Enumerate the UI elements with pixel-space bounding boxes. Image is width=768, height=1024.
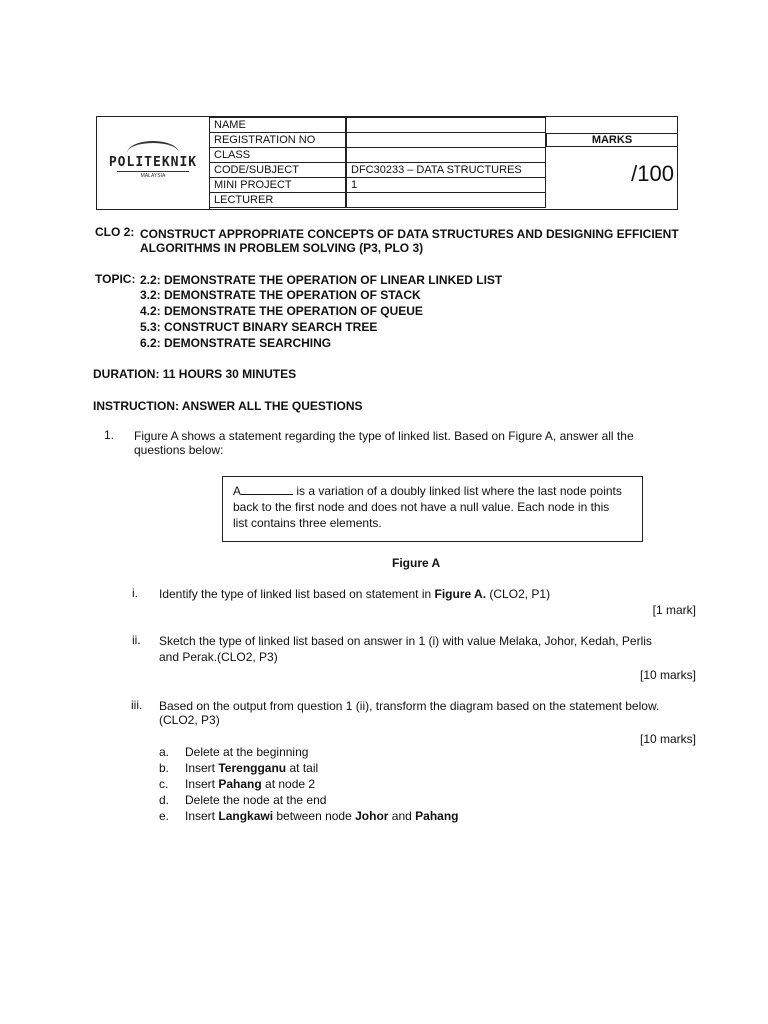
list-item [185, 760, 318, 776]
instruction: INSTRUCTION: ANSWER ALL THE QUESTIONS [93, 399, 363, 413]
item-bold: Langkawi [218, 809, 274, 823]
value-registration [347, 133, 546, 148]
list-item-letter: c. [159, 777, 169, 791]
item-text: Insert [185, 809, 219, 823]
header-table [96, 116, 678, 210]
list-item-letter: e. [159, 809, 170, 823]
marks-label: MARKS [546, 133, 678, 147]
sub-i-number: i. [132, 586, 138, 600]
sub-iii-line-1: Based on the output from question 1 (ii), transform the diagram based on the statement below. [159, 699, 660, 713]
value-class [347, 148, 546, 163]
sub-ii-number: ii. [132, 633, 141, 647]
sub-ii-marks: [10 marks] [639, 668, 696, 682]
sub-i-text-after: (CLO2, P1) [486, 587, 551, 601]
item-text: Delete the node at the end [185, 793, 327, 807]
sub-ii-line-2: and Perak.(CLO2, P3) [159, 650, 278, 664]
clo-line-1: CONSTRUCT APPROPRIATE CONCEPTS OF DATA STRUCTURES AND DESIGNING EFFICIENT [140, 227, 679, 241]
list-item [185, 808, 459, 824]
item-text: Insert [185, 777, 219, 791]
clo-line-2: ALGORITHMS IN PROBLEM SOLVING (P3, PLO 3) [140, 241, 424, 255]
sub-i-text-bold: Figure A. [434, 587, 487, 601]
value-mini-project: 1 [347, 178, 546, 193]
statement-line-2: back to the first node and does not have a null value. Each node in this [233, 500, 610, 514]
list-item-letter: b. [159, 761, 170, 775]
sub-iii-marks: [10 marks] [639, 732, 696, 746]
duration: DURATION: 11 HOURS 30 MINUTES [93, 367, 297, 381]
label-registration: REGISTRATION NO [210, 133, 346, 148]
sub-iii-line-2: (CLO2, P3) [159, 713, 220, 727]
logo-subtext: MALAYSIA [117, 171, 189, 179]
item-text: and [388, 809, 416, 823]
item-bold: Terengganu [218, 761, 287, 775]
label-class: CLASS [210, 148, 346, 163]
marks-value: /100 [631, 161, 674, 186]
item-bold: Johor [355, 809, 389, 823]
item-text: Delete at the beginning [185, 745, 309, 759]
logo-cell [97, 117, 210, 209]
figure-caption: Figure A [392, 556, 441, 570]
label-mini-project: MINI PROJECT [210, 178, 346, 193]
topic-item: 6.2: DEMONSTRATE SEARCHING [140, 336, 332, 350]
label-name: NAME [210, 118, 346, 133]
list-item [185, 776, 315, 792]
sub-iii-number: iii. [131, 698, 143, 712]
label-lecturer: LECTURER [210, 193, 346, 208]
header-labels [209, 117, 346, 208]
question-text-line-2: questions below: [134, 443, 224, 457]
question-text-line-1: Figure A shows a statement regarding the type of linked list. Based on Figure A, answer all the [134, 429, 634, 443]
topic-label: TOPIC: [95, 272, 136, 286]
value-name [347, 118, 546, 133]
figure-a-box [222, 476, 643, 542]
question-number: 1. [104, 428, 115, 442]
sub-ii-line-1: Sketch the type of linked list based on answer in 1 (i) with value Melaka, Johor, Kedah, Perlis [159, 634, 652, 648]
sub-i-text [159, 586, 550, 602]
value-lecturer [347, 193, 546, 208]
sub-i-text-before: Identify the type of linked list based on statement in [159, 587, 435, 601]
item-bold: Pahang [218, 777, 262, 791]
item-bold: Pahang [415, 809, 459, 823]
topic-item: 2.2: DEMONSTRATE THE OPERATION OF LINEAR LINKED LIST [140, 273, 503, 287]
value-code-subject: DFC30233 – DATA STRUCTURES [347, 163, 546, 178]
item-text: at tail [286, 761, 319, 775]
topic-item: 4.2: DEMONSTRATE THE OPERATION OF QUEUE [140, 304, 423, 318]
item-text: between node [273, 809, 356, 823]
topic-item: 5.3: CONSTRUCT BINARY SEARCH TREE [140, 320, 378, 334]
item-text: at node 2 [261, 777, 316, 791]
statement-line-1: is a variation of a doubly linked list where the last node points [296, 484, 622, 498]
label-code-subject: CODE/SUBJECT [210, 163, 346, 178]
clo-label: CLO 2: [95, 225, 135, 239]
statement-line-3: list contains three elements. [233, 516, 382, 530]
answer-blank [241, 483, 293, 495]
list-item-letter: a. [159, 745, 170, 759]
statement-prefix: A [233, 484, 242, 498]
sub-i-marks: [1 mark] [652, 603, 696, 617]
topic-item: 3.2: DEMONSTRATE THE OPERATION OF STACK [140, 288, 421, 302]
logo-text: POLITEKNIK [108, 155, 198, 170]
list-item [185, 744, 308, 760]
list-item-letter: d. [159, 793, 170, 807]
header-values [346, 117, 546, 208]
item-text: Insert [185, 761, 219, 775]
list-item [185, 792, 326, 808]
